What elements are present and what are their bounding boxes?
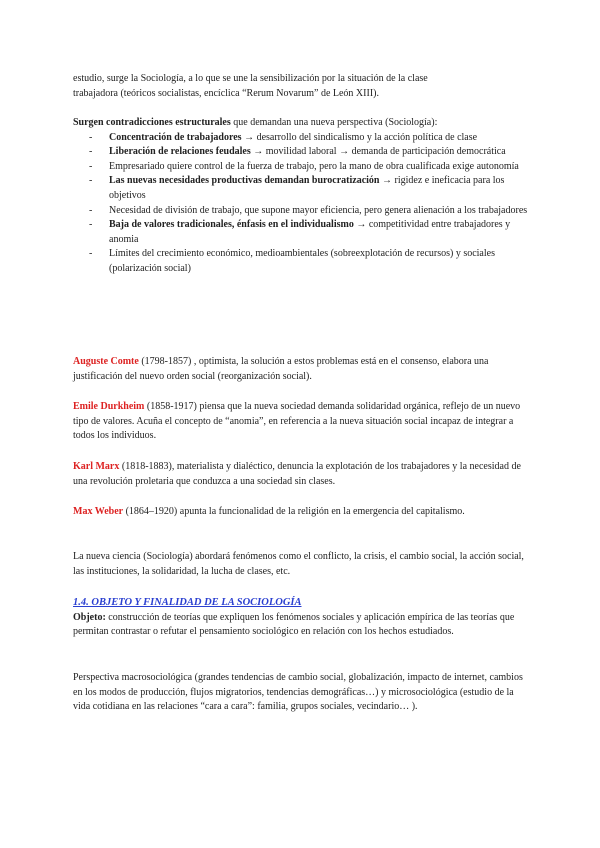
list-item — [73, 174, 533, 203]
list-item — [73, 204, 533, 219]
author-description: (1858-1917) piensa que la nueva sociedad demanda solidaridad orgánica, reflejo de un nuevo tipo de valores. Acuña el concepto de “anomia”, en referencia a la nueva situación social incapaz de integrar a todos los individuos. — [73, 401, 521, 442]
new-science-text: La nueva ciencia (Sociología) abordará fenómenos como el conflicto, la crisis, el cambio social, la acción social, las instituciones, la solidaridad, la lucha de clases, etc. — [73, 551, 524, 577]
objeto-text: construcción de teorías que expliquen los fenómenos sociales y aplicación empírica de las teorías que permitan contrastar o refutar el pensamiento sociológico en relación con los hechos estudiados. — [73, 611, 515, 638]
author-paragraph-text — [73, 505, 533, 520]
author-name: Emile Durkheim — [73, 401, 145, 412]
list-item — [73, 247, 533, 276]
list-item-text: Límites del crecimiento económico, medioambientales (sobreexplotación de recursos) y sociales (polarización social) — [109, 248, 495, 274]
author-description: (1864–1920) apunta la funcionalidad de la religión en la emergencia del capitalismo. — [123, 506, 465, 517]
author-name: Auguste Comte — [73, 356, 139, 367]
list-item-text: → desarrollo del sindicalismo y la acción política de clase — [241, 131, 478, 143]
contradictions-lead-bold: Surgen contradicciones estructurales — [73, 117, 231, 128]
contradictions-block — [73, 116, 533, 277]
intro-line-1: estudio, surge la Sociología, a lo que se une la sensibilización por la situación de la clase — [73, 73, 428, 84]
intro-line-2: trabajadora (teóricos socialistas, encíclica “Rerum Novarum” de León XIII). — [73, 87, 379, 99]
author-name: Karl Marx — [73, 461, 120, 472]
perspectiva-text: Perspectiva macrosociológica (grandes tendencias de cambio social, globalización, impacto de internet, cambios en los modos de producción, flujos migratorios, tendencias demográficas…) y microsociológica (estudio de la vida cotidiana en las relaciones “cara a cara”: familia, grupos sociales, vecindario… ). — [73, 672, 523, 713]
list-item-text: Necesidad de división de trabajo, que supone mayor eficiencia, pero genera alienación a los trabajadores — [109, 204, 528, 216]
list-item-bold: Baja de valores tradicionales, énfasis en el individualismo — [109, 219, 354, 231]
list-item-text: Empresariado quiere control de la fuerza de trabajo, pero la mano de obra cualificada exige autonomía — [109, 160, 519, 172]
list-item — [73, 145, 533, 160]
author-marx-paragraph — [73, 460, 533, 489]
author-description: (1818-1883), materialista y dialéctico, denuncia la explotación de los trabajadores y la necesidad de una revolución proletaria que conduzca a una sociedad sin clases. — [73, 461, 521, 487]
author-weber-paragraph — [73, 505, 533, 520]
list-item-text: → rigidez e ineficacia para los objetivos — [109, 175, 505, 201]
list-item-text: → movilidad laboral → demanda de participación democrática — [250, 146, 506, 158]
perspectiva-paragraph — [73, 671, 533, 715]
list-item-bold: Liberación de relaciones feudales — [109, 146, 251, 158]
section-objeto — [73, 596, 533, 640]
objeto-label: Objeto: — [73, 611, 106, 623]
contradictions-lead-rest: que demandan una nueva perspectiva (Sociología): — [230, 117, 438, 128]
list-item-bold: Las nuevas necesidades productivas demandan burocratización — [109, 175, 380, 187]
author-name: Max Weber — [73, 506, 124, 517]
author-paragraph-text — [73, 400, 533, 444]
author-durkheim-paragraph — [73, 400, 533, 444]
list-item-bold: Concentración de trabajadores — [109, 131, 242, 143]
contradictions-list — [73, 131, 533, 277]
list-item-text: → competitividad entre trabajadores y anomia — [109, 219, 511, 245]
author-comte-paragraph — [73, 355, 533, 384]
intro-paragraph — [73, 72, 533, 101]
list-item — [73, 131, 533, 146]
list-item — [73, 218, 533, 247]
section-heading: 1.4. OBJETO Y FINALIDAD DE LA SOCIOLOGÍA — [73, 597, 302, 608]
new-science-paragraph — [73, 550, 533, 579]
contradictions-lead — [73, 116, 533, 131]
author-description: (1798-1857) , optimista, la solución a estos problemas está en el consenso, elabora una justificación del nuevo orden social (reorganización social). — [73, 356, 489, 382]
author-paragraph-text — [73, 460, 533, 489]
author-paragraph-text — [73, 355, 533, 384]
objeto-paragraph — [73, 611, 533, 640]
list-item — [73, 160, 533, 175]
